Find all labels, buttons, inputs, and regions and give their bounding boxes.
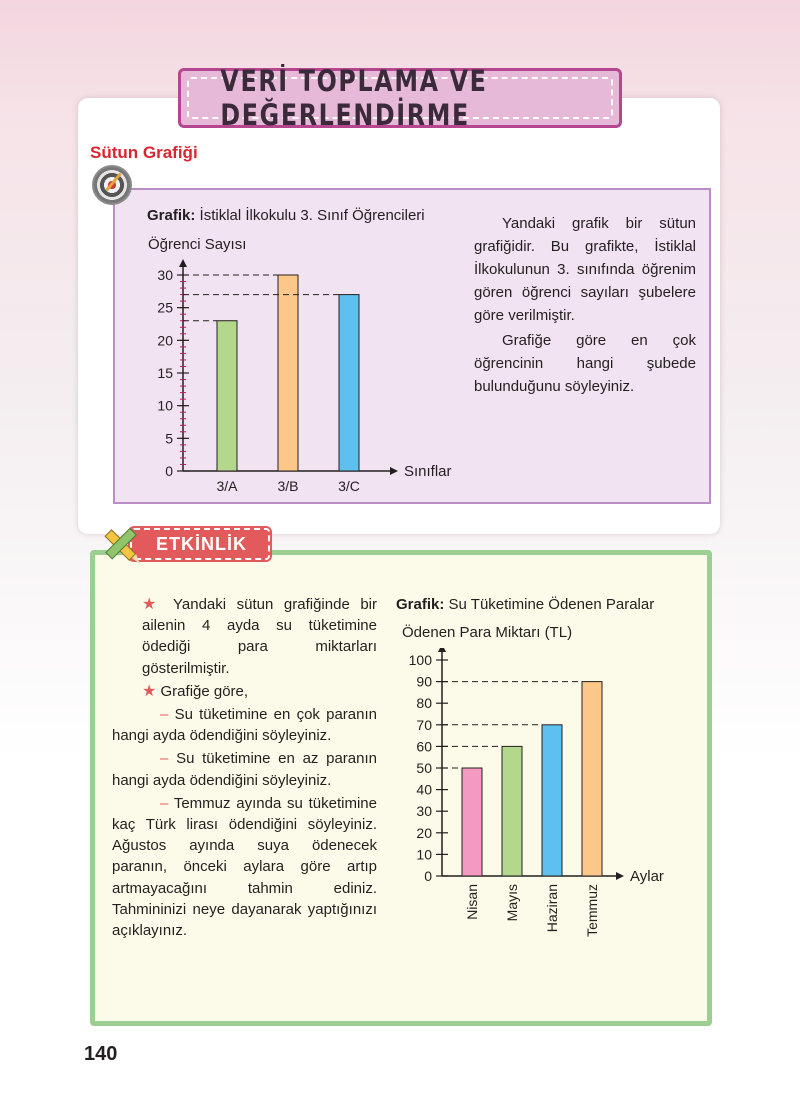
x-tick-label: 3/A [216,478,238,494]
page-title-banner [178,64,622,132]
y-axis-arrow [438,648,446,652]
bar-3/B [278,275,298,471]
section-title: Sütun Grafiği [90,143,198,162]
y-tick-label: 10 [157,397,173,414]
activity-intro [112,594,377,679]
dash-marker: – [160,706,169,724]
y-tick-label: 80 [416,695,432,712]
student-bar-chart [140,258,470,498]
dash-marker: – [160,794,169,812]
x-axis-arrow [616,872,624,880]
bar-Haziran [542,725,562,876]
graph2-caption-label: Grafik: [396,596,445,613]
y-tick-label: 70 [416,716,432,733]
x-tick-label: Mayıs [504,884,520,922]
y-tick-label: 50 [416,760,432,776]
y-tick-label: 20 [157,332,173,349]
y-axis-arrow [179,259,187,267]
bar-Temmuz [582,682,602,876]
question-3 [112,793,377,941]
activity-text [112,594,377,941]
star-icon: ★ [142,596,163,613]
y-tick-label: 10 [416,846,432,863]
y-tick-label: 5 [165,430,173,447]
question-1 [112,704,377,746]
y-tick-label: 60 [416,738,432,755]
x-tick-label: Haziran [544,884,560,933]
bar-Nisan [462,768,482,876]
graph1-caption-label: Grafik: [147,207,196,224]
dartboard-icon [92,165,132,205]
x-axis-label: Sınıflar [404,463,452,480]
graph1-caption-text: İstiklal İlkokulu 3. Sınıf Öğrencileri [199,207,425,224]
x-tick-label: Temmuz [584,884,600,937]
y-tick-label: 20 [416,824,432,841]
star-icon: ★ [142,682,157,700]
question-3-text: Temmuz ayında su tüketimine kaç Türk lirası ödendiğini söyleyiniz. Ağustos ayında suya ödenecek paranın, önceki aylara göre artıp artmayacağını tahmin ediniz. Tahmininizi neye dayanarak yaptığınızı açıklayınız. [112,794,377,940]
paragraph-1: Yandaki grafik bir sütun grafiğidir. Bu grafikte, İstiklal İlkokulunun 3. sınıfında öğrenim gören öğrenci sayıları şubelere göre verilmiştir. [474,215,696,324]
page-title: VERİ TOPLAMA VE DEĞERLENDİRME [220,64,488,132]
page-number: 140 [84,1043,118,1065]
y-tick-label: 0 [165,463,173,479]
graph1-caption [147,207,425,224]
pencil-icon [96,520,144,568]
bar-3/A [217,321,237,471]
paragraph-2: Grafiğe göre en çok öğrencinin hangi şubede bulunduğunu söyleyiniz. [474,332,696,395]
y-tick-label: 100 [408,652,432,668]
bar-3/C [339,295,359,471]
activity-intro-text: Yandaki sütun grafiğinde bir ailenin 4 ayda su tüketimine ödediği para miktarları gösterilmiştir. [142,596,378,677]
graph2-caption-text: Su Tüketimine Ödenen Paralar [448,596,655,613]
x-tick-label: 3/C [338,478,360,494]
question-2-text: Su tüketimine en az paranın hangi ayda ödendiğini söyleyiniz. [112,750,377,789]
x-tick-label: 3/B [277,478,299,494]
y-tick-label: 15 [157,365,173,381]
graph2-y-axis-label: Ödenen Para Miktarı (TL) [402,624,573,641]
x-axis-label: Aylar [630,868,664,885]
y-tick-label: 30 [416,803,432,820]
x-axis-arrow [390,467,398,475]
bar-Mayıs [502,746,522,876]
y-tick-label: 90 [416,673,432,690]
question-1-text: Su tüketimine en çok paranın hangi ayda ödendiğini söyleyiniz. [112,706,377,745]
explanation-text [474,212,696,400]
y-tick-label: 0 [424,868,432,884]
x-tick-label: Nisan [464,884,480,920]
water-payment-bar-chart [396,648,696,958]
graph1-y-axis-label: Öğrenci Sayısı [148,236,247,253]
y-tick-label: 30 [157,267,173,283]
activity-prompt-text: Grafiğe göre, [160,682,249,700]
question-2 [112,748,377,790]
y-tick-label: 40 [416,781,432,798]
dash-marker: – [160,750,169,768]
activity-prompt [112,681,377,702]
y-tick-label: 25 [157,299,173,316]
activity-badge: ETKİNLİK [130,528,270,560]
graph2-caption [396,596,654,613]
